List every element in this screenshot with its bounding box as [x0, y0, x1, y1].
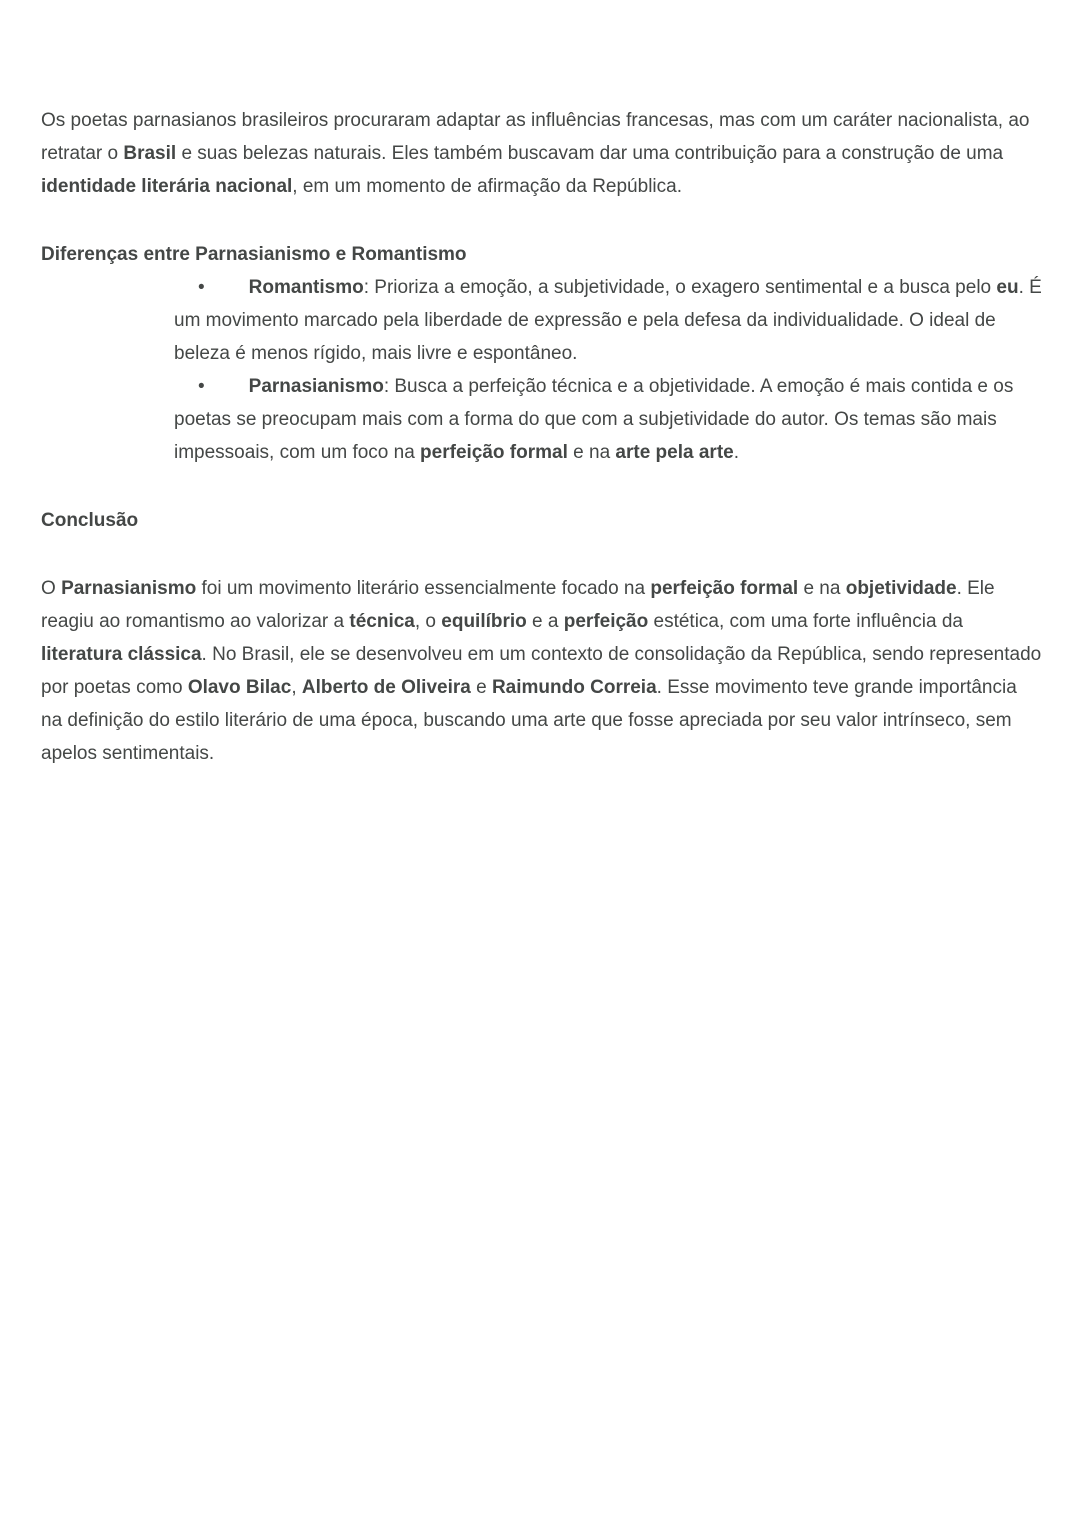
- bold-text-run: técnica: [349, 611, 415, 632]
- paragraph: [41, 572, 1042, 770]
- text-run: e a: [526, 611, 564, 632]
- list-item-text: [174, 376, 1013, 463]
- bold-text-run: arte pela arte: [615, 442, 734, 463]
- bold-text-run: Brasil: [123, 143, 177, 164]
- bold-text-run: equilíbrio: [441, 611, 527, 632]
- bold-text-run: perfeição: [563, 611, 649, 632]
- list-item: [41, 370, 1042, 469]
- text-run: ,: [291, 677, 302, 698]
- bold-text-run: Alberto de Oliveira: [301, 677, 471, 698]
- section-heading: [41, 504, 1042, 537]
- bold-text-run: Olavo Bilac: [187, 677, 292, 698]
- section-heading: [41, 238, 1042, 271]
- bold-text-run: objetividade: [845, 578, 957, 599]
- bold-text-run: Raimundo Correia: [491, 677, 657, 698]
- paragraph: [41, 104, 1042, 203]
- text-run: .: [733, 442, 739, 463]
- text-run: , o: [414, 611, 442, 632]
- list-item-text: [174, 277, 1042, 364]
- bullet-icon: •: [198, 277, 205, 298]
- bold-text-run: Diferenças entre Parnasianismo e Romantismo: [41, 244, 467, 265]
- text-run: foi um movimento literário essencialmente focado na: [196, 578, 651, 599]
- text-run: e suas belezas naturais. Eles também buscavam dar uma contribuição para a construção de uma: [176, 143, 1004, 164]
- text-run: . É um movimento marcado pela liberdade de expressão e pela defesa da individualidade. O ideal de beleza é menos rígido, mais livre e espontâneo.: [174, 277, 1042, 364]
- bold-text-run: Romantismo: [248, 277, 364, 298]
- bold-text-run: perfeição formal: [420, 442, 568, 463]
- bullet-list: [41, 271, 1042, 469]
- document-content: [41, 104, 1042, 770]
- text-run: . No Brasil, ele se desenvolveu em um contexto de consolidação da República, sendo representado por poetas como: [41, 644, 1042, 698]
- text-run: e: [470, 677, 492, 698]
- text-run: . Ele reagiu ao romantismo ao valorizar a: [41, 578, 995, 632]
- text-run: , em um momento de afirmação da República.: [292, 176, 682, 197]
- bold-text-run: Conclusão: [41, 510, 139, 531]
- bold-text-run: Parnasianismo: [61, 578, 197, 599]
- bullet-icon: •: [198, 376, 205, 397]
- text-run: : Prioriza a emoção, a subjetividade, o exagero sentimental e a busca pelo: [363, 277, 997, 298]
- text-run: Os poetas parnasianos brasileiros procuraram adaptar as influências francesas, mas com um caráter nacionalista, ao retratar o: [41, 110, 1030, 164]
- bold-text-run: perfeição formal: [650, 578, 799, 599]
- text-run: e na: [798, 578, 846, 599]
- bold-text-run: eu: [996, 277, 1019, 298]
- bold-text-run: Parnasianismo: [248, 376, 384, 397]
- bold-text-run: identidade literária nacional: [41, 176, 293, 197]
- text-run: estética, com uma forte influência da: [648, 611, 963, 632]
- text-run: . Esse movimento teve grande importância na definição do estilo literário de uma época, buscando uma arte que fosse apreciada por seu valor intrínseco, sem apelos sentimentais.: [41, 677, 1017, 764]
- list-item: [41, 271, 1042, 370]
- bold-text-run: literatura clássica: [41, 644, 202, 665]
- text-run: e na: [567, 442, 616, 463]
- text-run: O: [41, 578, 62, 599]
- text-run: : Busca a perfeição técnica e a objetividade. A emoção é mais contida e os poetas se preocupam mais com a forma do que com a subjetividade do autor. Os temas são mais impessoais, com um foco na: [174, 376, 1014, 463]
